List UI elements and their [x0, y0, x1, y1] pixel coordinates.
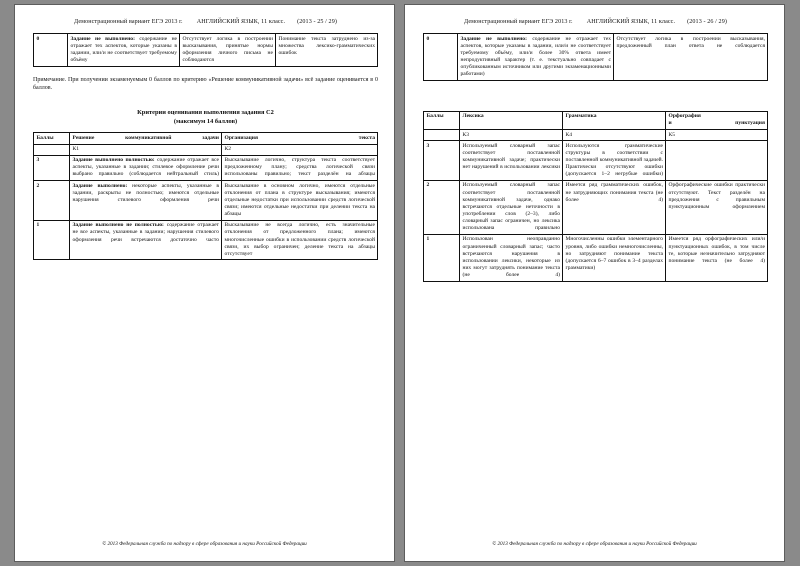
header-pagination: (2013 - 25 / 29) — [297, 19, 337, 25]
table-continued-right — [423, 33, 768, 81]
table-row — [34, 181, 378, 221]
header-k4: Грамматика — [563, 111, 666, 129]
table-row — [424, 180, 768, 234]
table-row — [424, 234, 768, 281]
code-k3: К3 — [460, 130, 563, 141]
row-cell-k4: Имеется ряд грамматических ошибок, не затрудняющих понимания текста (не более 4) — [563, 180, 666, 234]
row-cell-k3: Используемый словарный запас соответствует поставленной коммуникативной задаче; практически нет нарушений в использовании лексики — [460, 141, 563, 181]
footer-text: © 2013 Федеральная служба по надзору в сфере образования и науки Российской Федерации — [492, 541, 697, 547]
table-row — [34, 220, 378, 260]
row-cell-k5: Орфографические ошибки практически отсутствуют. Текст разделён на предложения с правильным пунктуационным оформлением — [666, 180, 768, 234]
criteria-header-row — [424, 111, 768, 129]
header-prefix: Демонстрационный вариант ЕГЭ 2013 г. — [74, 19, 183, 25]
page-gutter — [395, 0, 404, 566]
header-subject: АНГЛИЙСКИЙ ЯЗЫК, 11 класс. — [196, 19, 286, 25]
code-blank — [34, 144, 70, 155]
row-cell-k1 — [70, 181, 222, 221]
header-score: Баллы — [34, 133, 70, 144]
row-cell-k1 — [70, 220, 222, 260]
row-cell-k2: Высказывание в основном логично, имеются отдельные отклонения от плана в структуре высказывания; имеются отдельные недостатки при использовании средств логической связи; имеются отдельные недостатки при делении текста на абзацы — [222, 181, 378, 221]
code-blank — [424, 130, 460, 141]
row-cell-k1-lead: Задание выполнено не полностью: — [72, 222, 164, 229]
row-cell-k1-lead: Задание не выполнено: — [70, 35, 135, 42]
row-cell-k3: Используемый словарный запас соответствует поставленной коммуникативной задаче, однако встречаются отдельные неточности в употреблении слов (2–3), либо словарный запас ограничен, но лексика использована правильно — [460, 180, 563, 234]
row-cell-k1 — [70, 155, 222, 180]
row-cell-k1-lead: Задание выполнено полностью: — [72, 157, 155, 164]
row-cell-k1-text: некоторые аспекты, указанные в задании, раскрыты не полностью; имеются отдельные нарушения стилевого оформления речи — [72, 182, 219, 203]
table-row — [34, 34, 378, 67]
page-left — [14, 4, 395, 562]
criteria-table-left — [33, 132, 378, 260]
row-score: 1 — [34, 220, 70, 260]
header-k1: Решение коммуникативной задачи — [70, 133, 222, 144]
table-row — [34, 155, 378, 180]
page-right-content — [423, 19, 768, 282]
header-k3: Лексика — [460, 111, 563, 129]
row-cell-k1 — [68, 34, 180, 67]
table-continued-left — [33, 33, 378, 67]
row-cell-k5 — [666, 141, 768, 181]
row-cell-k2: Высказывание логично, структура текста соответствует предложенному плану; средства логической связи использованы правильно; текст разделён на абзацы — [222, 155, 378, 180]
page-right — [404, 4, 785, 562]
row-cell-k5: Имеется ряд орфографических или/и пунктуационных ошибок, в том числе те, которые незначительно затрудняют понимание текста (не более 4) — [666, 234, 768, 281]
header-k5-line1: Орфография — [668, 113, 701, 120]
page-header-left — [33, 19, 378, 25]
header-score: Баллы — [424, 111, 460, 129]
row-cell-k2: Отсутствует логика в построении высказывания, предложенный план ответа не соблюдается — [614, 34, 768, 81]
row-score: 2 — [34, 181, 70, 221]
row-score: 3 — [34, 155, 70, 180]
header-subject: АНГЛИЙСКИЙ ЯЗЫК, 11 класс. — [586, 19, 676, 25]
criteria-table-right — [423, 111, 768, 282]
section-title-line2: (максимум 14 баллов) — [173, 117, 238, 125]
row-cell-k2: Высказывание не всегда логично, есть значительные отклонения от предложенного плана; имеются многочисленные ошибки в использовании средств логической связи, их выбор ограничен; деление текста на абзацы отсутствует — [222, 220, 378, 260]
page-footer-left — [15, 541, 394, 547]
row-score: 0 — [424, 34, 458, 81]
section-title — [33, 109, 378, 126]
table-row — [424, 141, 768, 181]
row-cell-k1-text: содержание отражает не все аспекты, указанные в задании; нарушения стилевого оформления речи встречаются достаточно часто — [72, 222, 219, 243]
code-k1: К1 — [70, 144, 222, 155]
table-row — [424, 34, 768, 81]
page-left-content — [33, 19, 378, 260]
criteria-header-row — [34, 133, 378, 144]
row-score: 2 — [424, 180, 460, 234]
row-cell-k3: Использован неоправданно ограниченный словарный запас; часто встречаются нарушения в использовании лексики, некоторые из них могут затруднять понимание текста (не более 4) — [460, 234, 563, 281]
criteria-code-row — [34, 144, 378, 155]
code-k2: К2 — [222, 144, 378, 155]
row-score: 3 — [424, 141, 460, 181]
row-cell-k1-lead: Задание выполнено: — [72, 182, 128, 189]
row-cell-k1-text: содержание отражает все аспекты, указанные в задании; стилевое оформление речи выбрано правильно (соблюдается нейтральный стиль) — [72, 157, 219, 178]
header-k5-line2: и пунктуация — [668, 120, 765, 127]
code-k5: К5 — [666, 130, 768, 141]
row-cell-k1-lead: Задание не выполнено: — [460, 35, 527, 42]
code-k4: К4 — [563, 130, 666, 141]
row-cell-k4: Используются грамматические структуры в соответствии с поставленной коммуникативной задачей. Практически отсутствуют ошибки (допускается 1–2 негрубые ошибки) — [563, 141, 666, 181]
header-pagination: (2013 - 26 / 29) — [687, 19, 727, 25]
row-cell-k4: Многочисленны ошибки элементарного уровня, либо ошибки немногочисленны, но затрудняют понимание текста (допускается 6–7 ошибок в 3–4 разделах грамматики) — [563, 234, 666, 281]
header-k5 — [666, 111, 768, 129]
criteria-code-row — [424, 130, 768, 141]
row-score: 0 — [34, 34, 68, 67]
page-footer-right — [405, 541, 784, 547]
footer-text: © 2013 Федеральная служба по надзору в сфере образования и науки Российской Федерации — [102, 541, 307, 547]
row-cell-k1-text: содержание не отражает тех аспектов, которые указаны в задании, или/и не соответствует требуемому объёму, или/и более 30% ответа имеет непродуктивный характер (т. е. текстуально совпадает с опубликованным источником или другими экзаменационными работами) — [460, 35, 611, 78]
page-header-right — [423, 19, 768, 25]
row-score: 1 — [424, 234, 460, 281]
note-paragraph: Примечание. При получении экзаменуемым 0 баллов по критерию «Решение коммуникативной задачи» всё задание оценивается в 0 баллов. — [33, 76, 378, 91]
row-cell-k3: Понимание текста затруднено из-за множества лексико-грамматических ошибок — [276, 34, 378, 67]
header-prefix: Демонстрационный вариант ЕГЭ 2013 г. — [464, 19, 573, 25]
row-cell-k2: Отсутствует логика в построении высказывания, принятые нормы оформления личного письма не соблюдаются — [180, 34, 276, 67]
row-cell-k1 — [458, 34, 614, 81]
section-title-line1: Критерии оценивания выполнения задания С2 — [137, 109, 274, 117]
header-k2: Организация текста — [222, 133, 378, 144]
row-cell-k1-text: содержание не отражает тех аспектов, которые указаны в задании, или/и не соответствует требуемому объёму — [70, 35, 177, 63]
